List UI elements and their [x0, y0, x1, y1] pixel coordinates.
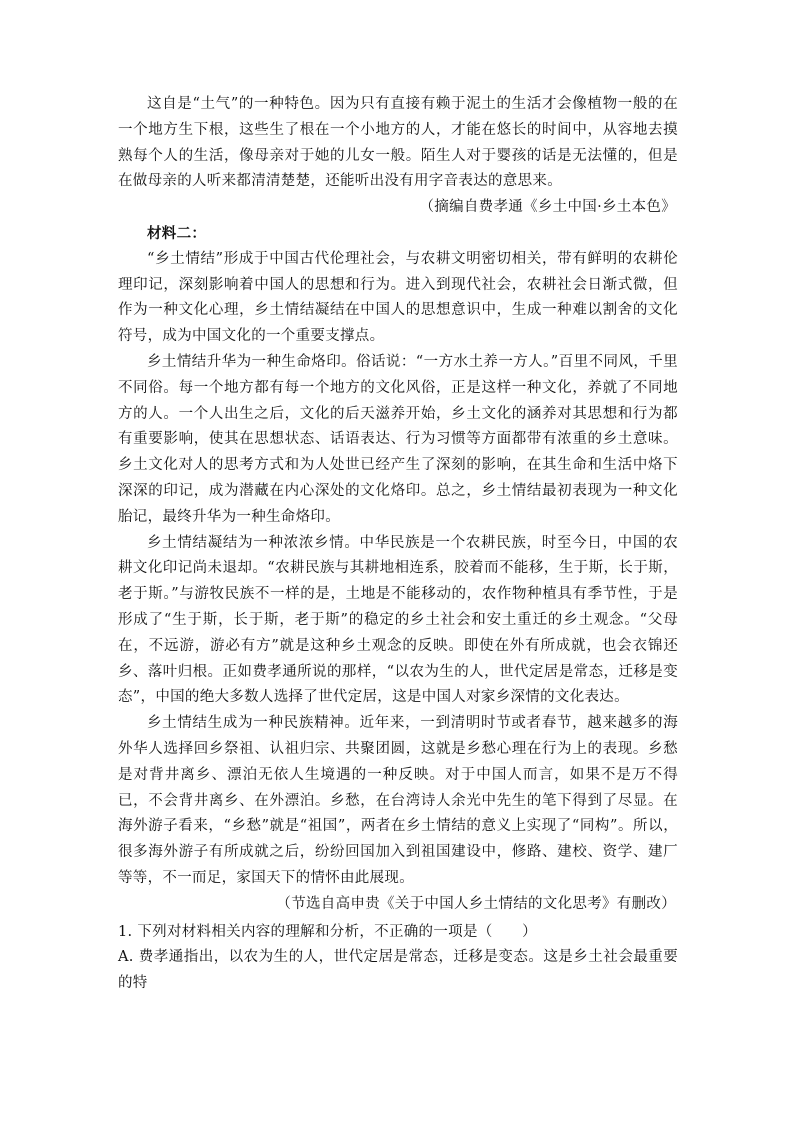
- material2-paragraph-3: 乡土情结凝结为一种浓浓乡情。中华民族是一个农耕民族，时至今日，中国的农耕文化印记尚未退却。“农耕民族与其耕地相连系，胶着而不能移，生于斯，长于斯，老于斯。”与游牧民族不一样的是，土地是不能移动的，农作物种植具有季节性，于是形成了“生于斯，长于斯，老于斯”的稳定的乡土社会和安土重迁的乡土观念。“父母在，不远游，游必有方”就是这种乡土观念的反映。即使在外有所成就，也会衣锦还乡、落叶归根。正如费孝通所说的那样，“以农为生的人，世代定居是常态，迁移是变态”，中国的绝大多数人选择了世代定居，这是中国人对家乡深情的文化表达。: [118, 534, 678, 706]
- question1-stem: 1. 下列对材料相关内容的理解和分析，不正确的一项是（ ）: [118, 923, 537, 940]
- question1-option-a[interactable]: A. 费孝通指出，以农为生的人，世代定居是常态，迁移是变态。这是乡土社会最重要的特: [118, 949, 678, 992]
- material2-source: （节选自高申贵《关于中国人乡土情结的文化思考》有删改）: [276, 895, 676, 912]
- passage1-source: （摘编自费孝通《乡土中国·乡土本色》: [419, 199, 676, 216]
- document-page: [118, 92, 678, 997]
- material2-heading: 材料二：: [147, 224, 207, 242]
- material2-paragraph-1: “乡土情结”形成于中国古代伦理社会，与农耕文明密切相关，带有鲜明的农耕伦理印记，深刻影响着中国人的思想和行为。进入到现代社会，农耕社会日渐式微，但作为一种文化心理，乡土情结凝结在中国人的思想意识中，生成一种难以割舍的文化符号，成为中国文化的一个重要支撑点。: [118, 250, 678, 345]
- passage1-paragraph: 这自是“土气”的一种特色。因为只有直接有赖于泥土的生活才会像植物一般的在一个地方生下根，这些生了根在一个小地方的人，才能在悠长的时间中，从容地去摸熟每个人的生活，像母亲对于她的儿女一般。陌生人对于婴孩的话是无法懂的，但是在做母亲的人听来都清清楚楚，还能听出没有用字音表达的意思来。: [118, 96, 678, 190]
- material2-paragraph-2: 乡土情结升华为一种生命烙印。俗话说：“一方水土养一方人。”百里不同风，千里不同俗。每一个地方都有每一个地方的文化风俗，正是这样一种文化，养就了不同地方的人。一个人出生之后，文化的后天滋养开始，乡土文化的涵养对其思想和行为都有重要影响，使其在思想状态、话语表达、行为习惯等方面都带有浓重的乡土意味。乡土文化对人的思考方式和为人处世已经产生了深刻的影响，在其生命和生活中烙下深深的印记，成为潜藏在内心深处的文化烙印。总之，乡土情结最初表现为一种文化胎记，最终升华为一种生命烙印。: [118, 353, 678, 525]
- material2-paragraph-4: 乡土情结生成为一种民族精神。近年来，一到清明时节或者春节，越来越多的海外华人选择回乡祭祖、认祖归宗、共聚团圆，这就是乡愁心理在行为上的表现。乡愁是对背井离乡、漂泊无依人生境遇的一种反映。对于中国人而言，如果不是万不得已，不会背井离乡、在外漂泊。乡愁，在台湾诗人余光中先生的笔下得到了尽显。在海外游子看来，“乡愁”就是“祖国”，两者在乡土情结的意义上实现了“同构”。所以，很多海外游子有所成就之后，纷纷回国加入到祖国建设中，修路、建校、资学、建厂等等，不一而足，家国天下的情怀由此展现。: [118, 715, 678, 886]
